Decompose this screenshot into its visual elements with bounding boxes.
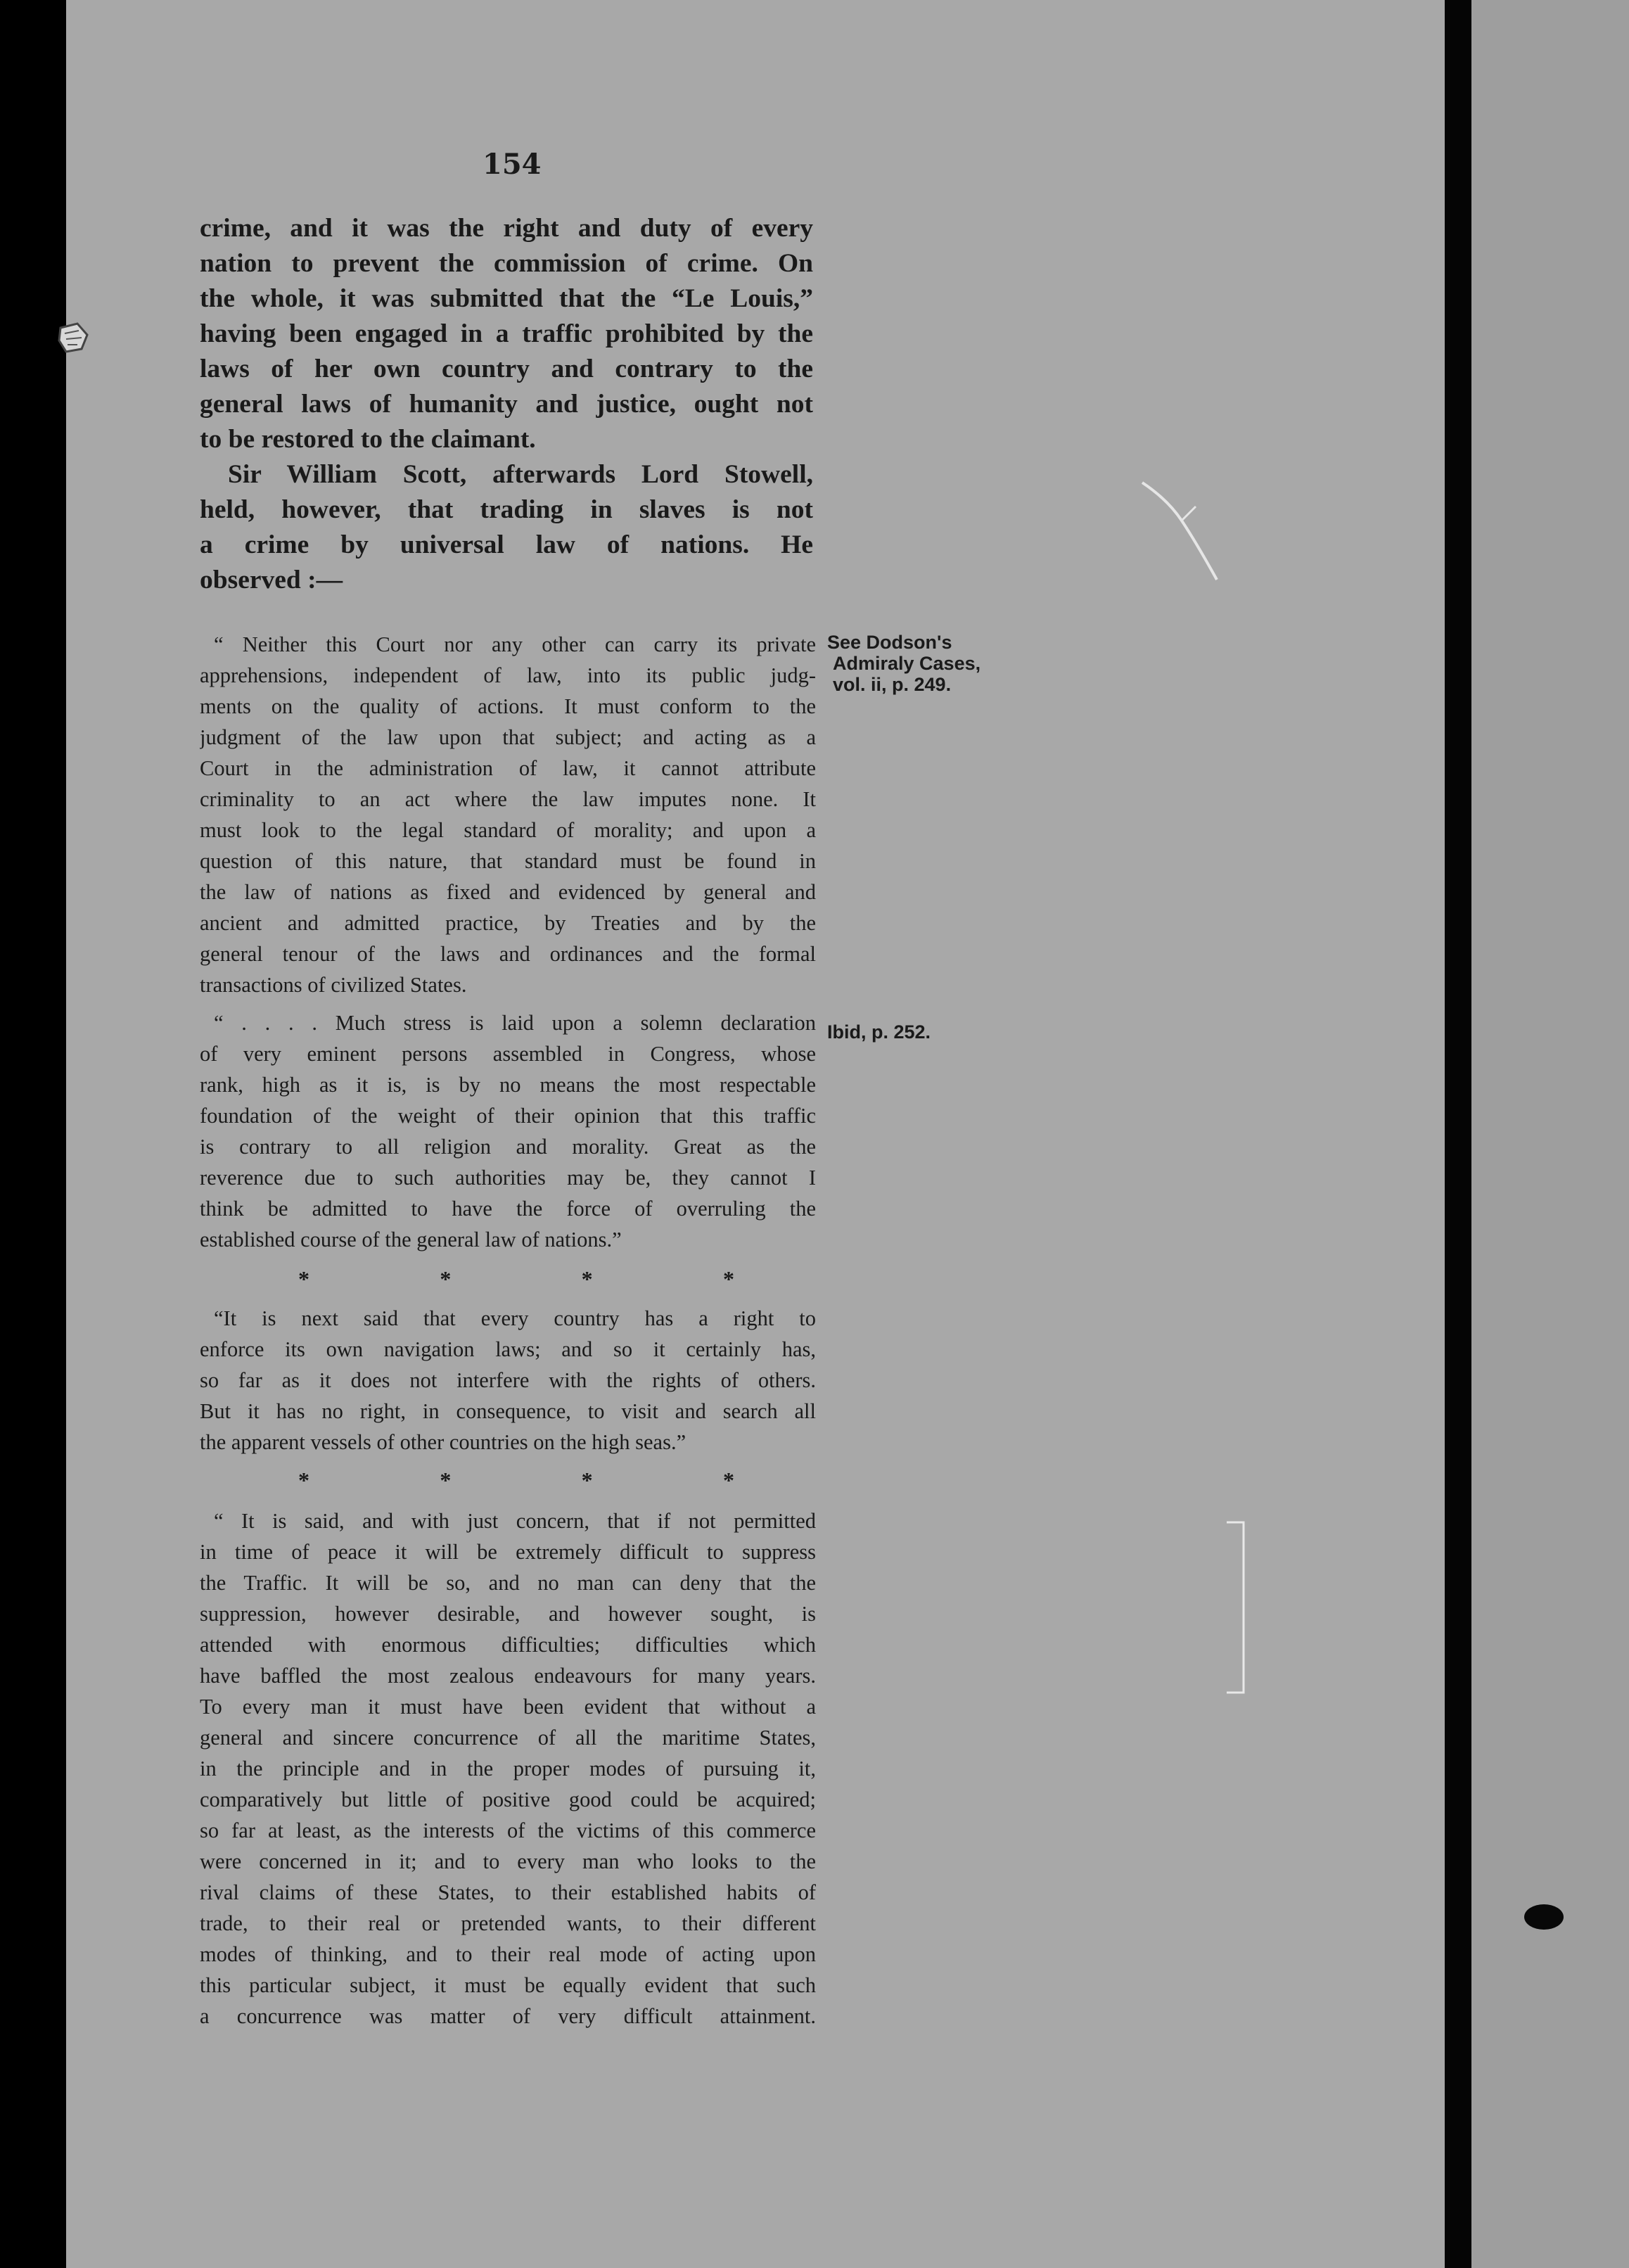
quote-line: foundation of the weight of their opinion that this traffic [200, 1104, 816, 1128]
quote-line: To every man it must have been evident that without a [200, 1695, 816, 1719]
quote-line: rank, high as it is, is by no means the most respectable [200, 1073, 816, 1097]
quote-line: ancient and admitted practice, by Treaties and by the [200, 911, 816, 935]
body-paragraph-1 [200, 211, 813, 457]
text-line: a crime by universal law of nations. He [200, 530, 813, 559]
text-line: having been engaged in a traffic prohibited by the [200, 319, 813, 348]
quote-line: have baffled the most zealous endeavours for many years. [200, 1664, 816, 1688]
quote-line: the Traffic. It will be so, and no man can deny that the [200, 1571, 816, 1595]
quote-line: so far as it does not interfere with the rights of others. [200, 1368, 816, 1392]
asterisk: * [298, 1266, 309, 1292]
scan-bracket-mark [1224, 1520, 1252, 1695]
text-line: laws of her own country and contrary to the [200, 355, 813, 383]
asterisk: * [581, 1266, 593, 1292]
asterisk: * [440, 1266, 452, 1292]
text-line: the whole, it was submitted that the “Le Louis,” [200, 284, 813, 313]
text-line: nation to prevent the commission of crime. On [200, 249, 813, 278]
text-line: held, however, that trading in slaves is not [200, 495, 813, 524]
asterisk-separator-1 [298, 1266, 734, 1292]
quote-line: general and sincere concurrence of all the maritime States, [200, 1726, 816, 1750]
quote-line: attended with enormous difficulties; difficulties which [200, 1633, 816, 1657]
scan-scratch-mark [1139, 478, 1224, 584]
asterisk: * [298, 1467, 309, 1493]
quote-line: ments on the quality of actions. It must conform to the [200, 694, 816, 718]
asterisk: * [440, 1467, 452, 1493]
quote-line: in time of peace it will be extremely difficult to suppress [200, 1540, 816, 1564]
text-line: crime, and it was the right and duty of every [200, 214, 813, 243]
quote-line: so far at least, as the interests of the victims of this commerce [200, 1818, 816, 1842]
quote-line: judgment of the law upon that subject; and acting as a [200, 725, 816, 749]
margin-note-citation-2 [827, 1021, 931, 1043]
quote-line: But it has no right, in consequence, to visit and search all [200, 1399, 816, 1423]
body-paragraph-2 [200, 457, 813, 598]
quote-line: were concerned in it; and to every man who looks to the [200, 1849, 816, 1873]
quote-line: trade, to their real or pretended wants, to their different [200, 1911, 816, 1935]
quote-line: suppression, however desirable, and however sought, is [200, 1602, 816, 1626]
quote-line: apprehensions, independent of law, into its public judg- [200, 663, 816, 687]
text-line: Sir William Scott, afterwards Lord Stowell, [228, 460, 813, 489]
quote-line: think be admitted to have the force of overruling the [200, 1197, 816, 1221]
quote-line: comparatively but little of positive good could be acquired; [200, 1788, 816, 1811]
quote-line: established course of the general law of nations.” [200, 1228, 622, 1251]
quote-line: this particular subject, it must be equally evident that such [200, 1973, 816, 1997]
quote-line: reverence due to such authorities may be, they cannot I [200, 1166, 816, 1190]
text-line: general laws of humanity and justice, ought not [200, 390, 813, 419]
quote-line: Court in the administration of law, it cannot attribute [200, 756, 816, 780]
quote-block-1 [200, 629, 816, 1000]
text-line: observed :— [200, 566, 343, 594]
margin-note-citation-1 [827, 632, 980, 695]
asterisk: * [722, 1266, 734, 1292]
quote-line: the law of nations as fixed and evidenced by general and [200, 880, 816, 904]
asterisk: * [722, 1467, 734, 1493]
asterisk: * [581, 1467, 593, 1493]
quote-line: modes of thinking, and to their real mode of acting upon [200, 1942, 816, 1966]
quote-line: rival claims of these States, to their established habits of [200, 1880, 816, 1904]
quote-line: a concurrence was matter of very difficult attainment. [200, 2004, 816, 2028]
quote-line: must look to the legal standard of morality; and upon a [200, 818, 816, 842]
quote-line: criminality to an act where the law imputes none. It [200, 787, 816, 811]
quote-line: enforce its own navigation laws; and so it certainly has, [200, 1337, 816, 1361]
quote-block-2 [200, 1007, 816, 1255]
text-line: to be restored to the claimant. [200, 425, 536, 454]
quote-line: question of this nature, that standard must be found in [200, 849, 816, 873]
quote-line: “ It is said, and with just concern, that if not permitted [214, 1509, 816, 1533]
quote-block-4 [200, 1505, 816, 2032]
asterisk-separator-2 [298, 1467, 734, 1493]
quote-line: general tenour of the laws and ordinances and the formal [200, 942, 816, 966]
quote-line: is contrary to all religion and morality. Great as the [200, 1135, 816, 1159]
margin-note-line: Admiraly Cases, [833, 653, 981, 674]
quote-line: of very eminent persons assembled in Congress, whose [200, 1042, 816, 1066]
scan-speck-icon [56, 321, 90, 355]
quote-line: “It is next said that every country has a right to [214, 1306, 816, 1330]
page-number: 154 [483, 148, 542, 181]
margin-note-line: Ibid, p. 252. [827, 1021, 931, 1043]
quote-line: the apparent vessels of other countries on the high seas.” [200, 1430, 686, 1454]
quote-block-3 [200, 1303, 816, 1458]
quote-line: transactions of civilized States. [200, 973, 467, 997]
margin-note-line: See Dodson's [827, 632, 952, 653]
page-gutter [1445, 0, 1471, 2268]
quote-line: “ Neither this Court nor any other can carry its private [214, 632, 816, 656]
margin-note-line: vol. ii, p. 249. [833, 674, 952, 695]
quote-line: in the principle and in the proper modes of pursuing it, [200, 1757, 816, 1780]
quote-line: “ . . . . Much stress is laid upon a solemn declaration [214, 1011, 816, 1035]
ink-blot-mark [1519, 1899, 1569, 1935]
